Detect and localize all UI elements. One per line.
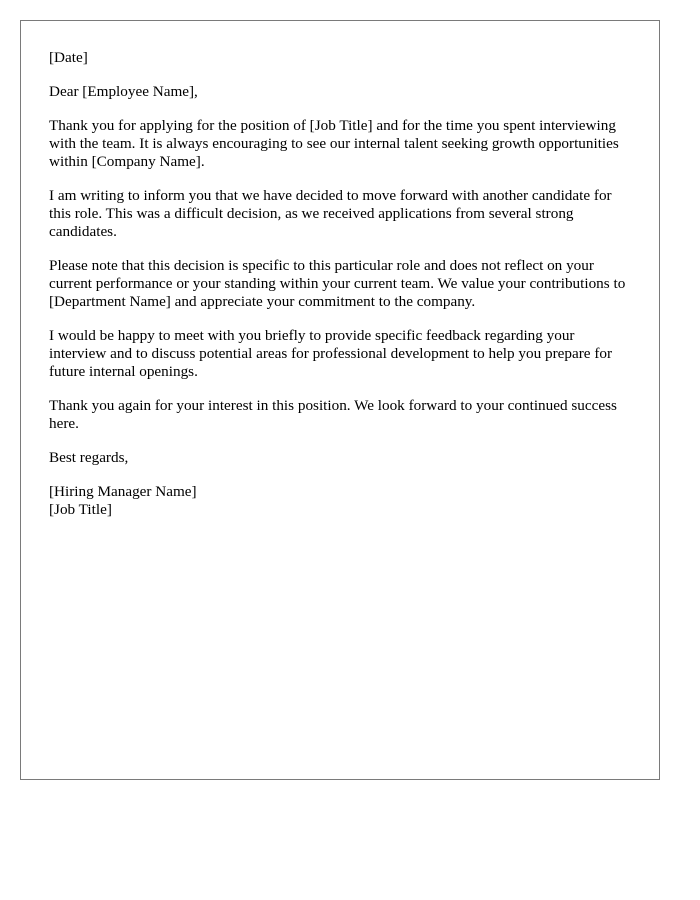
letter-date: [Date] — [49, 49, 88, 66]
letter-paragraph-2: I am writing to inform you that we have decided to move forward with another candidate for this role. This was a difficult decision, as we received applications from several strong candidates. — [49, 187, 612, 240]
signature-title: [Job Title] — [49, 501, 112, 518]
letter-body — [49, 49, 633, 535]
letter-paragraph-5: Thank you again for your interest in this position. We look forward to your continued success here. — [49, 397, 617, 432]
letter-closing: Best regards, — [49, 449, 129, 466]
letter-paragraph-1: Thank you for applying for the position of [Job Title] and for the time you spent interviewing with the team. It is always encouraging to see our internal talent seeking growth opportunities within [Company Name]. — [49, 117, 619, 170]
letter-signature — [49, 483, 633, 519]
letter-paragraph-3: Please note that this decision is specific to this particular role and does not reflect on your current performance or your standing within your current team. We value your contributions to [Department Name] and appreciate your commitment to the company. — [49, 257, 626, 310]
letter-paragraph-4: I would be happy to meet with you briefly to provide specific feedback regarding your interview and to discuss potential areas for professional development to help you prepare for future internal openings. — [49, 327, 613, 380]
letter-salutation: Dear [Employee Name], — [49, 83, 198, 100]
letter-page — [20, 20, 660, 780]
signature-name: [Hiring Manager Name] — [49, 483, 197, 500]
